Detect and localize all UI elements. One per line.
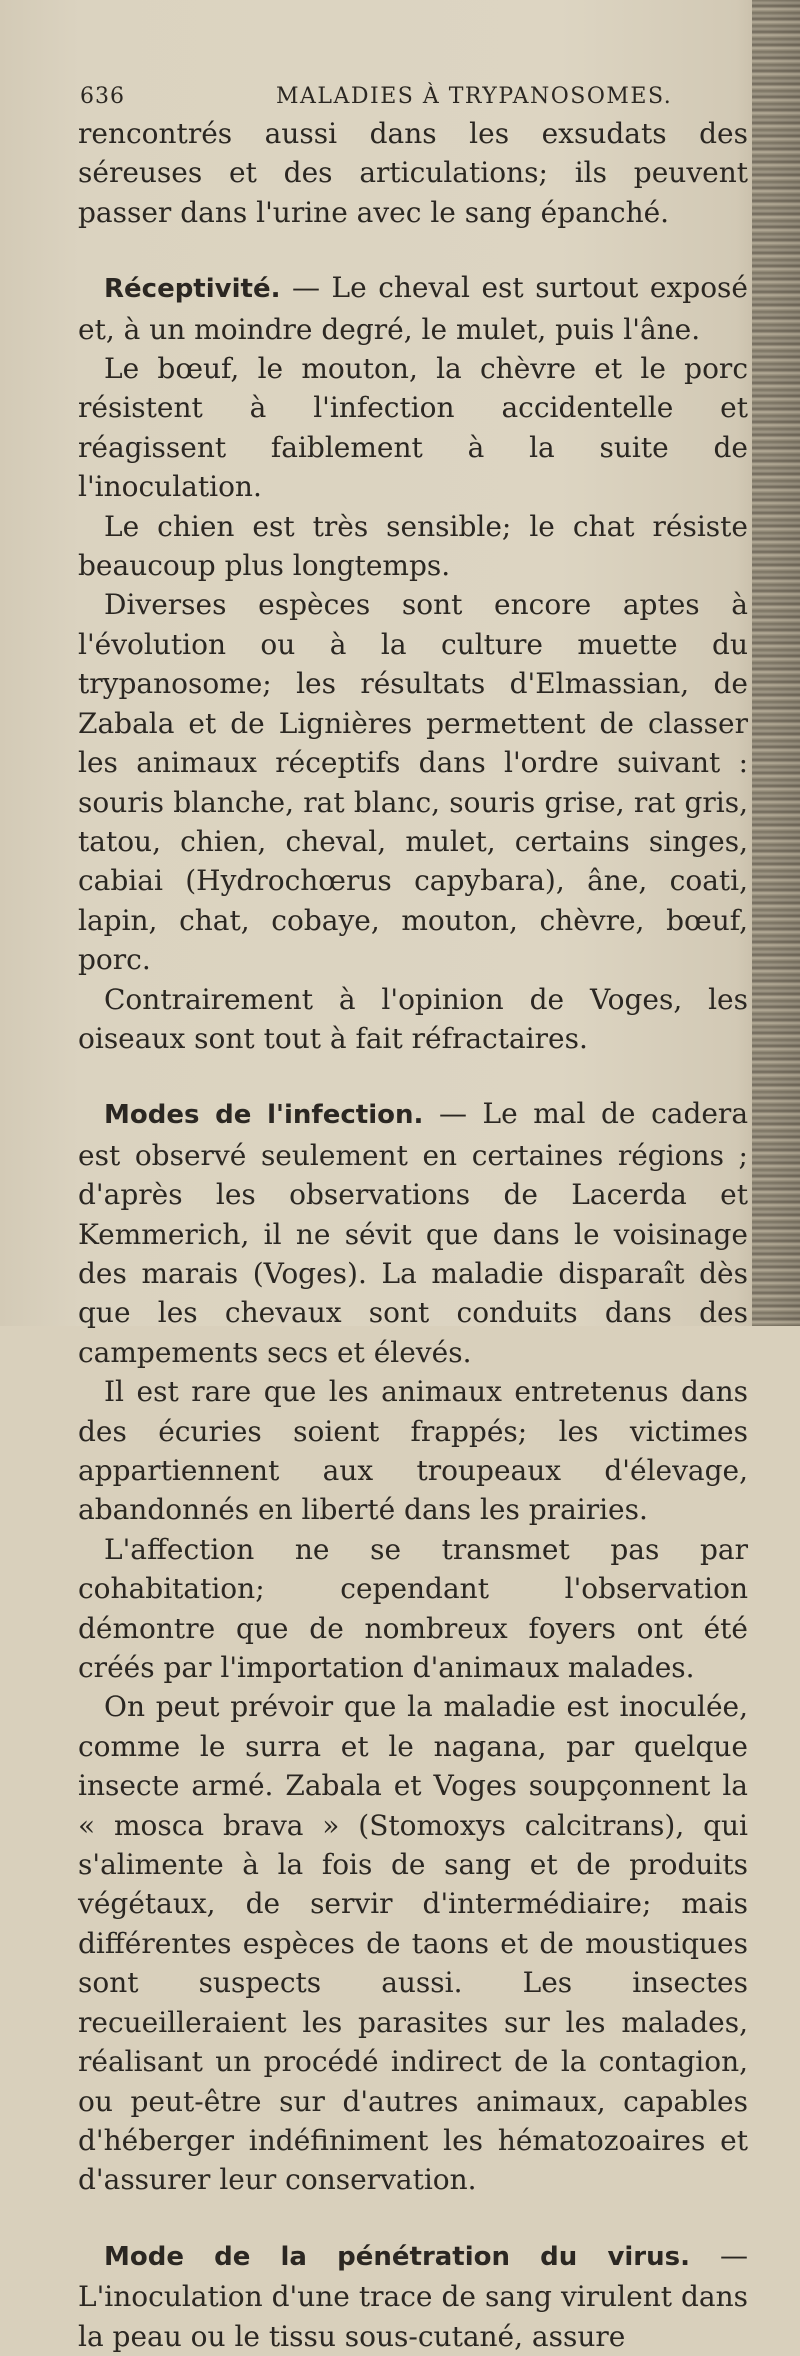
page-edge-shadow	[752, 0, 800, 1326]
running-title: MALADIES À TRYPANOSOMES.	[276, 84, 673, 109]
paragraph: On peut prévoir que la maladie est inoculée, comme le surra et le nagana, par quelque insecte armé. Zabala et Voges soupçonnent la « mosca brava » (Stomoxys calcitrans), qui s'alimente à la fois de sang et de produits végétaux, de servir d'intermédiaire; mais différentes espèces de taons et de moustiques sont suspects aussi. Les insectes recueilleraient les parasites sur les malades, réalisant un procédé indirect de la contagion, ou peut-être sur d'autres animaux, capables d'héberger indéfiniment les hématozoaires et d'assurer leur conservation.	[78, 1690, 748, 2197]
body-text	[78, 114, 748, 2356]
section-heading: Mode de la pénétration du virus.	[104, 2241, 690, 2272]
paragraph-text: — Le cheval est surtout exposé et, à un moindre degré, le mulet, puis l'âne.	[78, 271, 748, 346]
section-modes	[78, 1094, 748, 1372]
text-column	[78, 80, 748, 2356]
page-number: 636	[80, 84, 125, 109]
section-heading: Modes de l'infection.	[104, 1100, 424, 1131]
paragraph: Diverses espèces sont encore aptes à l'évolution ou à la culture muette du trypanosome; les résultats d'Elmassian, de Zabala et de Lignières permettent de classer les animaux réceptifs dans l'ordre suivant : souris blanche, rat blanc, souris grise, rat gris, tatou, chien, cheval, mulet, certains singes, cabiai (Hydrochœrus capybara), âne, coati, lapin, chat, cobaye, mouton, chèvre, bœuf, porc.	[78, 588, 748, 977]
continuation-paragraph: rencontrés aussi dans les exsudats des séreuses et des articulations; ils peuvent passer dans l'urine avec le sang épanché.	[78, 117, 748, 229]
paragraph: Le chien est très sensible; le chat résiste beaucoup plus longtemps.	[78, 509, 748, 583]
section-heading: Réceptivité.	[104, 274, 281, 305]
paragraph-text: — L'inoculation d'une trace de sang virulent dans la peau ou le tissu sous-cutané, assure	[78, 2238, 748, 2353]
paragraph-text: — Le mal de cadera est observé seulement en certaines régions ; d'après les observations de Lacerda et Kemmerich, il ne sévit que dans le voisinage des marais (Voges). La maladie disparaît dès que les chevaux sont conduits dans des campements secs et élevés.	[78, 1097, 749, 1369]
paragraph: Il est rare que les animaux entretenus dans des écuries soient frappés; les victimes appartiennent aux troupeaux d'élevage, abandonnés en liberté dans les prairies.	[78, 1375, 748, 1527]
section-receptivite	[78, 268, 748, 349]
paragraph: Le bœuf, le mouton, la chèvre et le porc résistent à l'infection accidentelle et réagissent faiblement à la suite de l'inoculation.	[78, 352, 748, 504]
paragraph: L'affection ne se transmet pas par cohabitation; cependant l'observation démontre que de nombreux foyers ont été créés par l'importation d'animaux malades.	[78, 1532, 748, 1685]
section-penetration	[78, 2236, 748, 2356]
running-header	[78, 80, 748, 114]
paragraph: Contrairement à l'opinion de Voges, les oiseaux sont tout à fait réfractaires.	[78, 982, 748, 1055]
